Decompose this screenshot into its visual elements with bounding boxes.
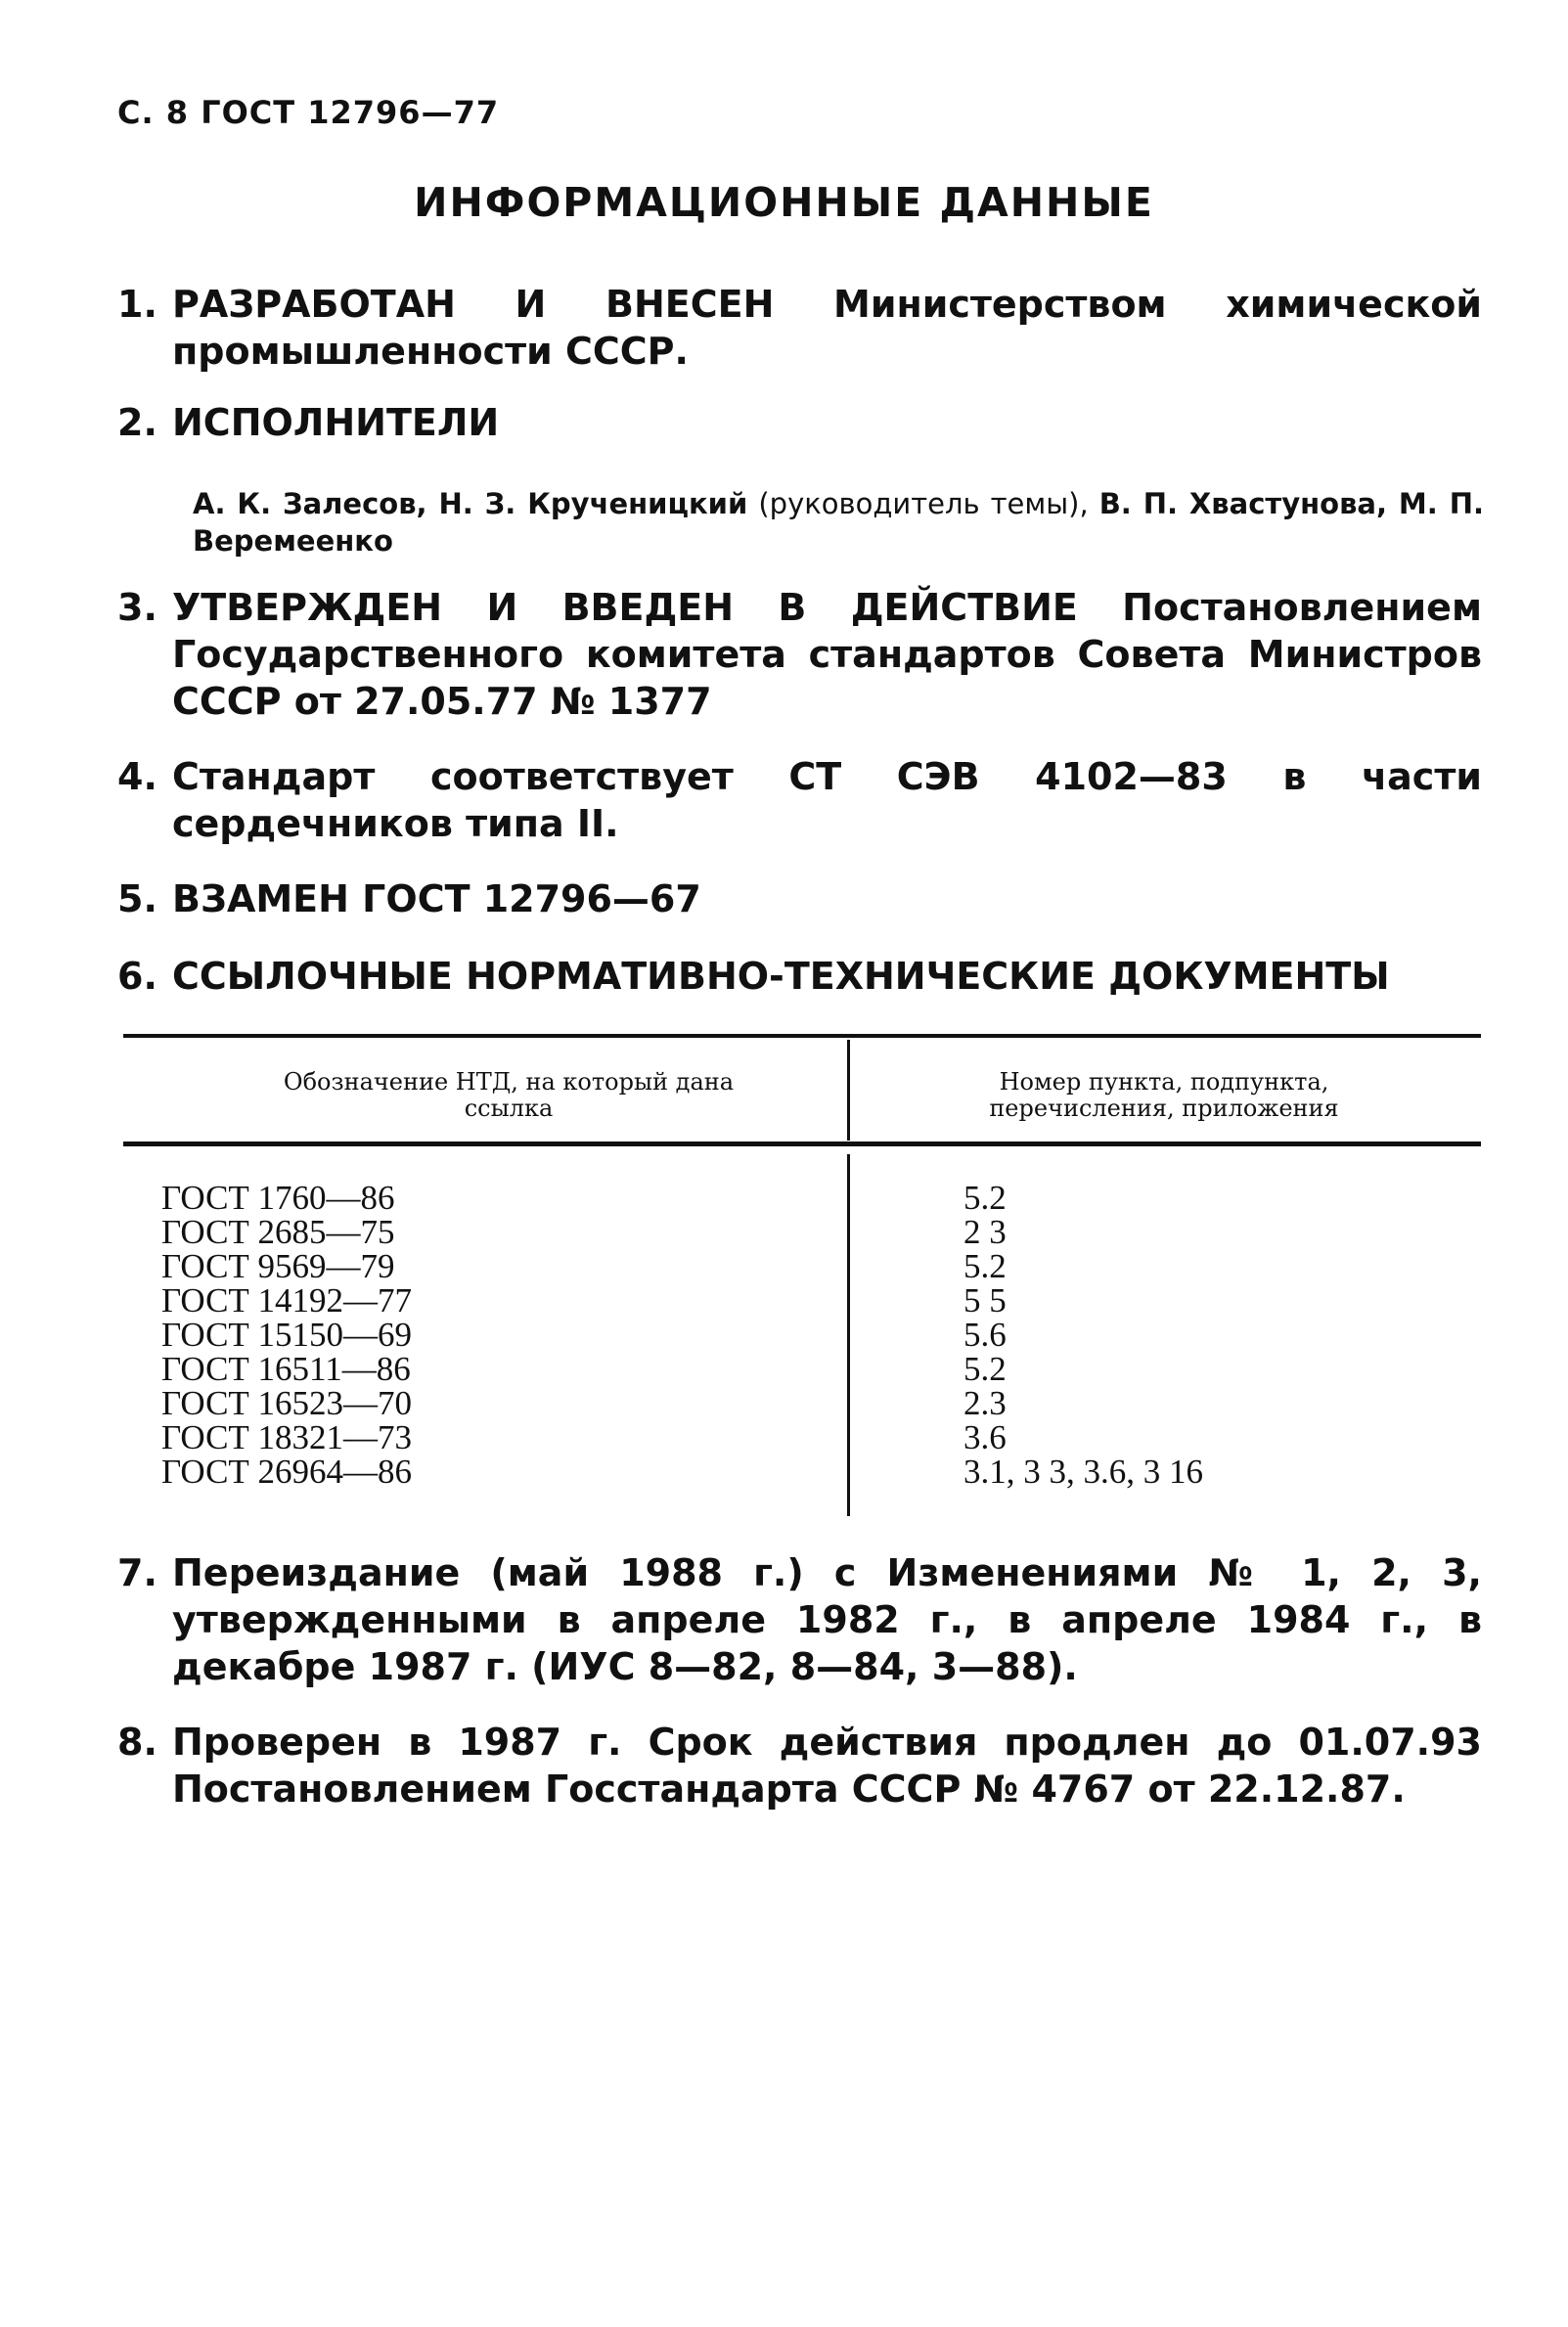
table-header-rule	[123, 1141, 1481, 1146]
item-number: 2.	[117, 401, 157, 444]
page-header: С. 8 ГОСТ 12796—77	[117, 94, 500, 131]
table-cell-ref: 2.3	[963, 1384, 1007, 1422]
table-body-divider	[847, 1154, 850, 1516]
table-header-divider	[847, 1040, 850, 1141]
page-title: ИНФОРМАЦИОННЫЕ ДАННЫЕ	[414, 179, 1154, 226]
table-top-rule	[123, 1034, 1481, 1038]
item-text: ССЫЛОЧНЫЕ НОРМАТИВНО-ТЕХНИЧЕСКИЕ ДОКУМЕНТЫ	[172, 955, 1390, 998]
table-cell-doc: ГОСТ 15150—69	[161, 1316, 413, 1354]
item-text: УТВЕРЖДЕН И ВВЕДЕН В ДЕЙСТВИЕ Постановлением Государственного комитета стандартов Совета Министров СССР от 27.05.77 № 1377	[172, 586, 1482, 723]
info-item-7	[117, 1549, 1482, 1690]
executors-names-a: А. К. Залесов, Н. З. Крученицкий	[193, 487, 748, 520]
table-cell-doc: ГОСТ 16523—70	[161, 1384, 413, 1422]
item-number: 3.	[117, 586, 157, 629]
table-cell-doc: ГОСТ 26964—86	[161, 1453, 413, 1491]
table-ref-column	[963, 1181, 1203, 1489]
item-number: 1.	[117, 283, 157, 326]
table-cell-ref: 5.6	[963, 1316, 1007, 1354]
item-text: ИСПОЛНИТЕЛИ	[172, 401, 500, 444]
table-cell-doc: ГОСТ 16511—86	[161, 1350, 411, 1388]
table-cell-doc: ГОСТ 2685—75	[161, 1213, 395, 1251]
info-item-6	[117, 953, 1482, 1000]
table-cell-ref: 3.6	[963, 1418, 1007, 1456]
table-col2-header: Номер пункта, подпункта, перечисления, приложения	[989, 1068, 1339, 1122]
info-item-4	[117, 753, 1482, 847]
executors-names-b: В. П. Хвастунова, М. П. Веремеенко	[193, 487, 1484, 558]
item-number: 5.	[117, 877, 157, 920]
table-cell-ref: 2 3	[963, 1213, 1007, 1251]
item-text: РАЗРАБОТАН И ВНЕСЕН Министерством химической промышленности СССР.	[172, 283, 1482, 373]
info-item-5	[117, 875, 1482, 922]
item-text: Проверен в 1987 г. Срок действия продлен до 01.07.93 Постановлением Госстандарта СССР № 4767 от 22.12.87.	[172, 1721, 1482, 1811]
item-number: 4.	[117, 755, 157, 798]
table-cell-ref: 5.2	[963, 1179, 1007, 1217]
item-number: 7.	[117, 1551, 157, 1594]
item-text: Стандарт соответствует СТ СЭВ 4102—83 в части сердечников типа II.	[172, 755, 1482, 845]
item-text: Переиздание (май 1988 г.) с Изменениями № 1, 2, 3, утвержденными в апреле 1982 г., в апреле 1984 г., в декабре 1987 г. (ИУС 8—82, 8—84, 3—88).	[172, 1551, 1482, 1688]
item-text: ВЗАМЕН ГОСТ 12796—67	[172, 877, 701, 920]
table-cell-doc: ГОСТ 14192—77	[161, 1281, 413, 1320]
table-cell-ref: 5.2	[963, 1350, 1007, 1388]
table-col1-header: Обозначение НТД, на который дана ссылка	[283, 1068, 735, 1122]
executors-role: (руководитель темы),	[747, 487, 1099, 520]
table-cell-doc: ГОСТ 18321—73	[161, 1418, 413, 1456]
item-number: 6.	[117, 955, 157, 998]
executors-list	[193, 485, 1484, 559]
info-item-1	[117, 281, 1482, 375]
table-cell-ref: 5.2	[963, 1247, 1007, 1285]
table-cell-ref: 5 5	[963, 1281, 1007, 1320]
table-cell-doc: ГОСТ 1760—86	[161, 1179, 395, 1217]
info-item-3	[117, 584, 1482, 725]
item-number: 8.	[117, 1721, 157, 1764]
info-item-2	[117, 399, 1482, 446]
table-doc-column	[161, 1181, 412, 1489]
table-cell-ref: 3.1, 3 3, 3.6, 3 16	[963, 1453, 1203, 1491]
table-cell-doc: ГОСТ 9569—79	[161, 1247, 395, 1285]
info-item-8	[117, 1719, 1482, 1812]
